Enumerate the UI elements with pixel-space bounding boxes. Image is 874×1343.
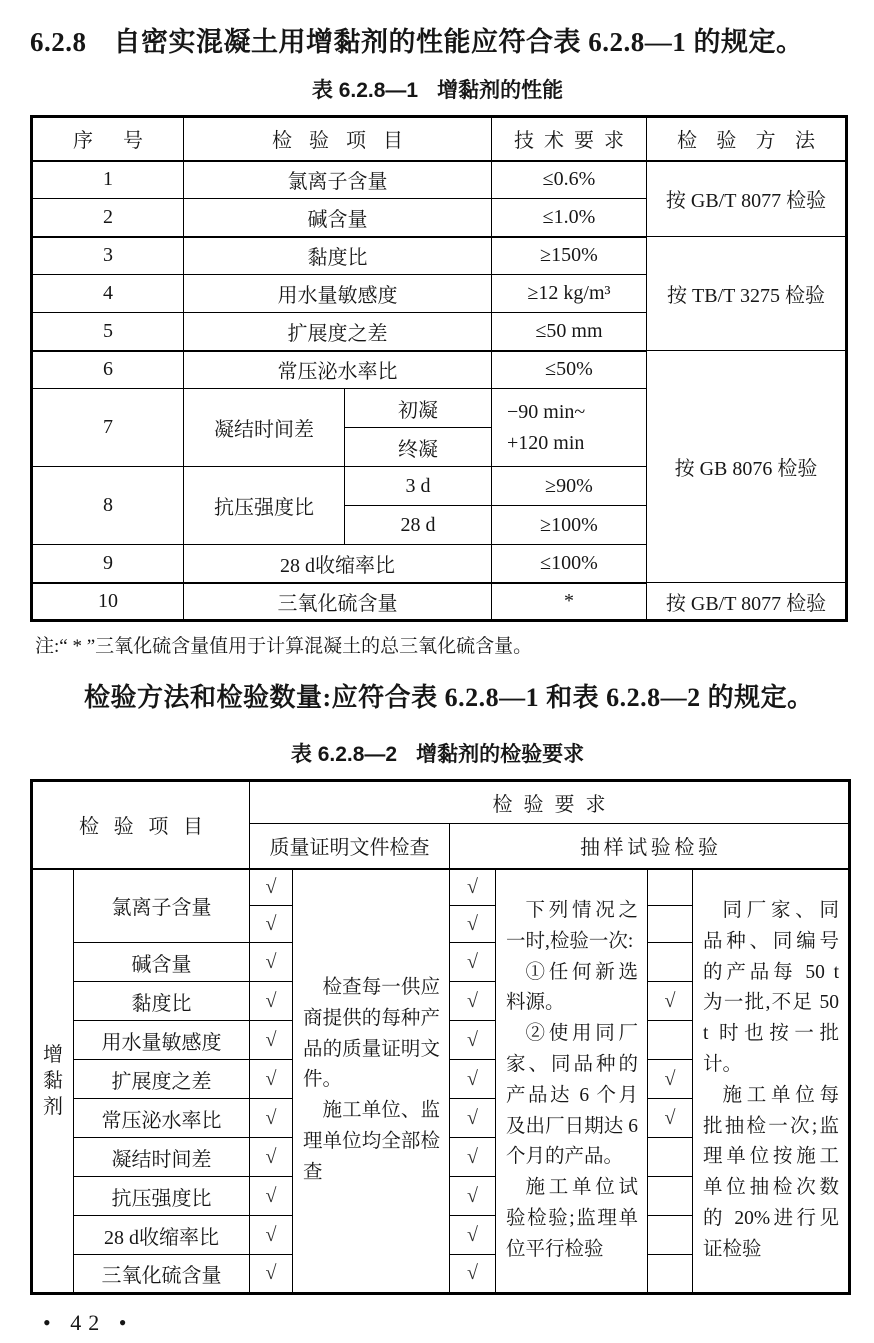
table2-title-name: 增黏剂的检验要求: [416, 743, 585, 766]
table2-title: [30, 738, 845, 768]
cell-requirement: ≥90%: [492, 467, 647, 506]
sample-check-cell: √: [450, 869, 496, 906]
table2-header-row1: [32, 781, 850, 824]
cell-no: 10: [32, 583, 184, 621]
witness-check-cell: [648, 943, 693, 982]
cell-item: 常压泌水率比: [184, 351, 492, 389]
cell-item: 碱含量: [184, 199, 492, 237]
sample-check-cell: √: [450, 1060, 496, 1099]
witness-check-cell: [648, 1255, 693, 1294]
cell-requirement: ≤50%: [492, 351, 647, 389]
cell-no: 5: [32, 313, 184, 351]
doc-check-cell: √: [250, 1099, 293, 1138]
cell-requirement: [492, 389, 647, 467]
header-requirement: 检验要求: [250, 781, 850, 824]
cell-item: 氯离子含量: [184, 161, 492, 199]
doc-check-cell: √: [250, 943, 293, 982]
witness-check-cell: [648, 1021, 693, 1060]
witness-text-p2: 施工单位每批抽检一次;监理单位按施工单位抽检次数的 20%进行见证检验: [703, 1084, 840, 1260]
cell-subitem: 3 d: [345, 467, 492, 506]
witness-check-cell: [648, 906, 693, 943]
sample-check-cell: √: [450, 943, 496, 982]
sample-check-cell: √: [450, 1138, 496, 1177]
witness-check-cell: √: [648, 1060, 693, 1099]
cell-item: 三氧化硫含量: [74, 1255, 250, 1294]
cell-item: 三氧化硫含量: [184, 583, 492, 621]
sample-text: [496, 869, 648, 1294]
clause-number: 6.2.8: [30, 27, 87, 57]
sample-check-cell: √: [450, 1255, 496, 1294]
cell-no: 4: [32, 275, 184, 313]
requirement-line2: +120 min: [507, 431, 585, 454]
table1-header-row: [32, 117, 847, 161]
doc-check-cell: √: [250, 1060, 293, 1099]
cell-no: 6: [32, 351, 184, 389]
header-requirement: 技术要求: [492, 117, 647, 161]
sample-text-p2: ①任何新选料源。: [506, 961, 638, 1014]
performance-table: [30, 115, 848, 622]
doc-check-text: [293, 869, 450, 1294]
sample-check-cell: √: [450, 1099, 496, 1138]
clause-text: 自密实混凝土用增黏剂的性能应符合表 6.2.8—1 的规定。: [113, 27, 804, 57]
cell-requirement: ≥12 kg/m³: [492, 275, 647, 313]
requirement-line1: −90 min~: [507, 400, 586, 423]
cell-subitem: 终凝: [345, 428, 492, 467]
sample-text-p1: 下列情况之一时,检验一次:: [506, 899, 638, 952]
page-number: • 42 •: [43, 1310, 134, 1335]
cell-requirement: ≤0.6%: [492, 161, 647, 199]
clause-heading: [30, 20, 845, 59]
cell-method: 按 GB/T 8077 检验: [647, 583, 847, 621]
cell-item: 常压泌水率比: [74, 1099, 250, 1138]
cell-requirement: ≤100%: [492, 545, 647, 583]
sample-text-p3: ②使用同厂家、同品种的产品达 6 个月及出厂日期达 6 个月的产品。: [506, 1023, 638, 1168]
cell-requirement: ≤50 mm: [492, 313, 647, 351]
cell-no: 3: [32, 237, 184, 275]
cell-no: 9: [32, 545, 184, 583]
cell-no: 8: [32, 467, 184, 545]
table-row: [32, 161, 847, 199]
table1-title: [30, 74, 845, 104]
cell-subitem: 初凝: [345, 389, 492, 428]
table1-note: 注:“ * ”三氧化硫含量值用于计算混凝土的总三氧化硫含量。: [35, 636, 533, 657]
cell-item: 用水量敏感度: [184, 275, 492, 313]
doc-check-cell: √: [250, 1021, 293, 1060]
doc-text-p1: 检查每一供应商提供的每种产品的质量证明文件。: [303, 976, 440, 1091]
header-item: 检验项目: [184, 117, 492, 161]
doc-check-cell: √: [250, 869, 293, 906]
cell-no: 7: [32, 389, 184, 467]
cell-item: 黏度比: [74, 982, 250, 1021]
cell-item: 用水量敏感度: [74, 1021, 250, 1060]
table1-title-name: 增黏剂的性能: [437, 79, 564, 102]
cell-requirement: *: [492, 583, 647, 621]
cell-item: 凝结时间差: [184, 389, 345, 467]
header-item: 检验项目: [32, 781, 250, 869]
cell-item: 氯离子含量: [74, 869, 250, 943]
header-method: 检验方法: [647, 117, 847, 161]
doc-check-cell: √: [250, 906, 293, 943]
witness-text-p1: 同厂家、同品种、同编号的产品每 50 t 为一批,不足 50 t 时也按一批计。: [703, 899, 840, 1075]
cell-item: 扩展度之差: [74, 1060, 250, 1099]
witness-check-cell: [648, 1177, 693, 1216]
cell-method: 按 GB/T 8077 检验: [647, 161, 847, 237]
witness-check-cell: √: [648, 982, 693, 1021]
witness-check-cell: [648, 869, 693, 906]
cell-method: 按 TB/T 3275 检验: [647, 237, 847, 351]
inspection-paragraph: 检验方法和检验数量:应符合表 6.2.8—1 和表 6.2.8—2 的规定。: [84, 683, 814, 712]
cell-method: 按 GB 8076 检验: [647, 351, 847, 583]
sample-check-cell: √: [450, 906, 496, 943]
witness-text: [693, 869, 850, 1294]
cell-item: 扩展度之差: [184, 313, 492, 351]
header-sampling: 抽样试验检验: [450, 824, 850, 869]
header-doc-check: 质量证明文件检查: [250, 824, 450, 869]
cell-no: 2: [32, 199, 184, 237]
cell-item: 28 d收缩率比: [74, 1216, 250, 1255]
doc-check-cell: √: [250, 1255, 293, 1294]
cell-requirement: ≥150%: [492, 237, 647, 275]
cell-no: 1: [32, 161, 184, 199]
cell-item: 抗压强度比: [184, 467, 345, 545]
inspection-table: [30, 779, 851, 1295]
table2-title-number: 表 6.2.8—2: [290, 743, 398, 766]
group-label-cell: [32, 869, 74, 1294]
doc-check-cell: √: [250, 982, 293, 1021]
cell-item: 28 d收缩率比: [184, 545, 492, 583]
group-label: 增黏剂: [43, 1043, 63, 1118]
cell-requirement: ≤1.0%: [492, 199, 647, 237]
cell-subitem: 28 d: [345, 506, 492, 545]
table-row: [32, 869, 850, 906]
doc-check-cell: √: [250, 1216, 293, 1255]
table-row: [32, 583, 847, 621]
witness-check-cell: [648, 1216, 693, 1255]
doc-text-p2: 施工单位、监理单位均全部检查: [303, 1100, 440, 1183]
cell-requirement: ≥100%: [492, 506, 647, 545]
table1-title-number: 表 6.2.8—1: [311, 79, 419, 102]
cell-item: 抗压强度比: [74, 1177, 250, 1216]
sample-check-cell: √: [450, 1021, 496, 1060]
witness-check-cell: √: [648, 1099, 693, 1138]
sample-check-cell: √: [450, 982, 496, 1021]
witness-check-cell: [648, 1138, 693, 1177]
cell-item: 黏度比: [184, 237, 492, 275]
sample-check-cell: √: [450, 1177, 496, 1216]
table-row: [32, 351, 847, 389]
cell-item: 凝结时间差: [74, 1138, 250, 1177]
sample-check-cell: √: [450, 1216, 496, 1255]
sample-text-p4: 施工单位试验检验;监理单位平行检验: [506, 1177, 638, 1260]
doc-check-cell: √: [250, 1138, 293, 1177]
cell-item: 碱含量: [74, 943, 250, 982]
doc-check-cell: √: [250, 1177, 293, 1216]
table-row: [32, 237, 847, 275]
header-no: 序号: [32, 117, 184, 161]
